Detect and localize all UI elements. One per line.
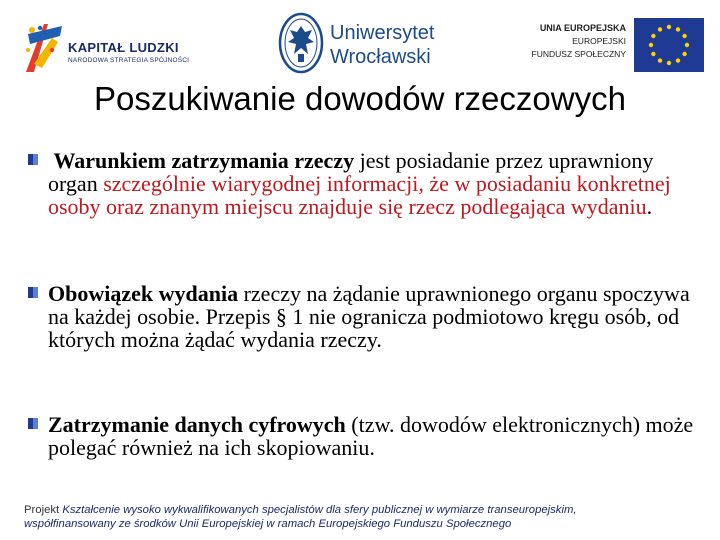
footer-label: Projekt <box>24 504 60 516</box>
university-logo <box>278 12 438 76</box>
bullet-3-bold: Zatrzymanie danych cyfrowych <box>48 412 346 437</box>
eu-line-3: FUNDUSZ SPOŁECZNY <box>531 49 626 59</box>
bullet-text-3 <box>28 413 698 459</box>
bullet-1-bold: Warunkiem zatrzymania rzeczy <box>53 148 355 173</box>
footer-line-1 <box>24 503 714 517</box>
kapital-ludzki-logo <box>22 20 212 76</box>
slide-title: Poszukiwanie dowodów rzeczowych <box>94 80 626 117</box>
bullet-1-end: . <box>646 194 653 219</box>
eu-logo <box>524 16 714 74</box>
project-footer <box>24 503 714 531</box>
bullet-1-text: jest posiadanie przez uprawniony organ <box>48 148 654 196</box>
university-name-line1: Uniwersytet <box>330 22 435 44</box>
bullet-square-icon <box>28 418 38 429</box>
bullet-2-bold: Obowiązek wydania <box>48 281 239 306</box>
eu-line-2: EUROPEJSKI <box>572 36 626 46</box>
bullet-2-text: rzeczy na żądanie uprawnionego organu spoczywa na każdej osobie. Przepis § 1 nie ogranicza podmiotowo kręgu osób, od których można żądać wydania rzeczy. <box>48 281 690 352</box>
bullet-1-red-text: szczególnie wiarygodnej informacji, że w posiadaniu konkretnej osoby oraz znanym miejscu znajduje się rzecz podlegająca wydaniu <box>48 171 671 219</box>
university-eagle-emblem-icon <box>278 12 324 74</box>
footer-text-2: współfinansowany ze środków Unii Europejskiej w ramach Europejskiego Funduszu Społecznego <box>24 518 512 530</box>
kapital-ludzki-title: KAPITAŁ LUDZKI <box>68 40 179 55</box>
bullet-item-1 <box>28 149 698 218</box>
footer-text-1: Kształcenie wysoko wykwalifikowanych specjalistów dla sfery publicznej w wymiarze transeuropejskim, <box>62 504 577 516</box>
bullet-item-3 <box>28 413 698 459</box>
bullet-square-icon <box>28 287 38 298</box>
footer-line-2 <box>24 517 714 531</box>
kapital-ludzki-subtitle: NARODOWA STRATEGIA SPÓJNOŚCI <box>68 57 190 64</box>
eu-text-block <box>532 22 626 61</box>
university-name-line2: Wrocławski <box>330 46 431 68</box>
kapital-ludzki-emblem-icon <box>22 20 68 76</box>
bullet-3-text: (tzw. dowodów elektronicznych) może polegać również na ich skopiowaniu. <box>48 412 694 460</box>
bullet-square-icon <box>28 154 38 165</box>
bullet-text-1 <box>28 149 698 218</box>
header-logos <box>0 0 720 82</box>
bullet-text-2 <box>28 282 698 351</box>
bullet-item-2 <box>28 282 698 351</box>
eu-flag-icon <box>634 18 704 72</box>
eu-line-1: UNIA EUROPEJSKA <box>539 23 626 33</box>
